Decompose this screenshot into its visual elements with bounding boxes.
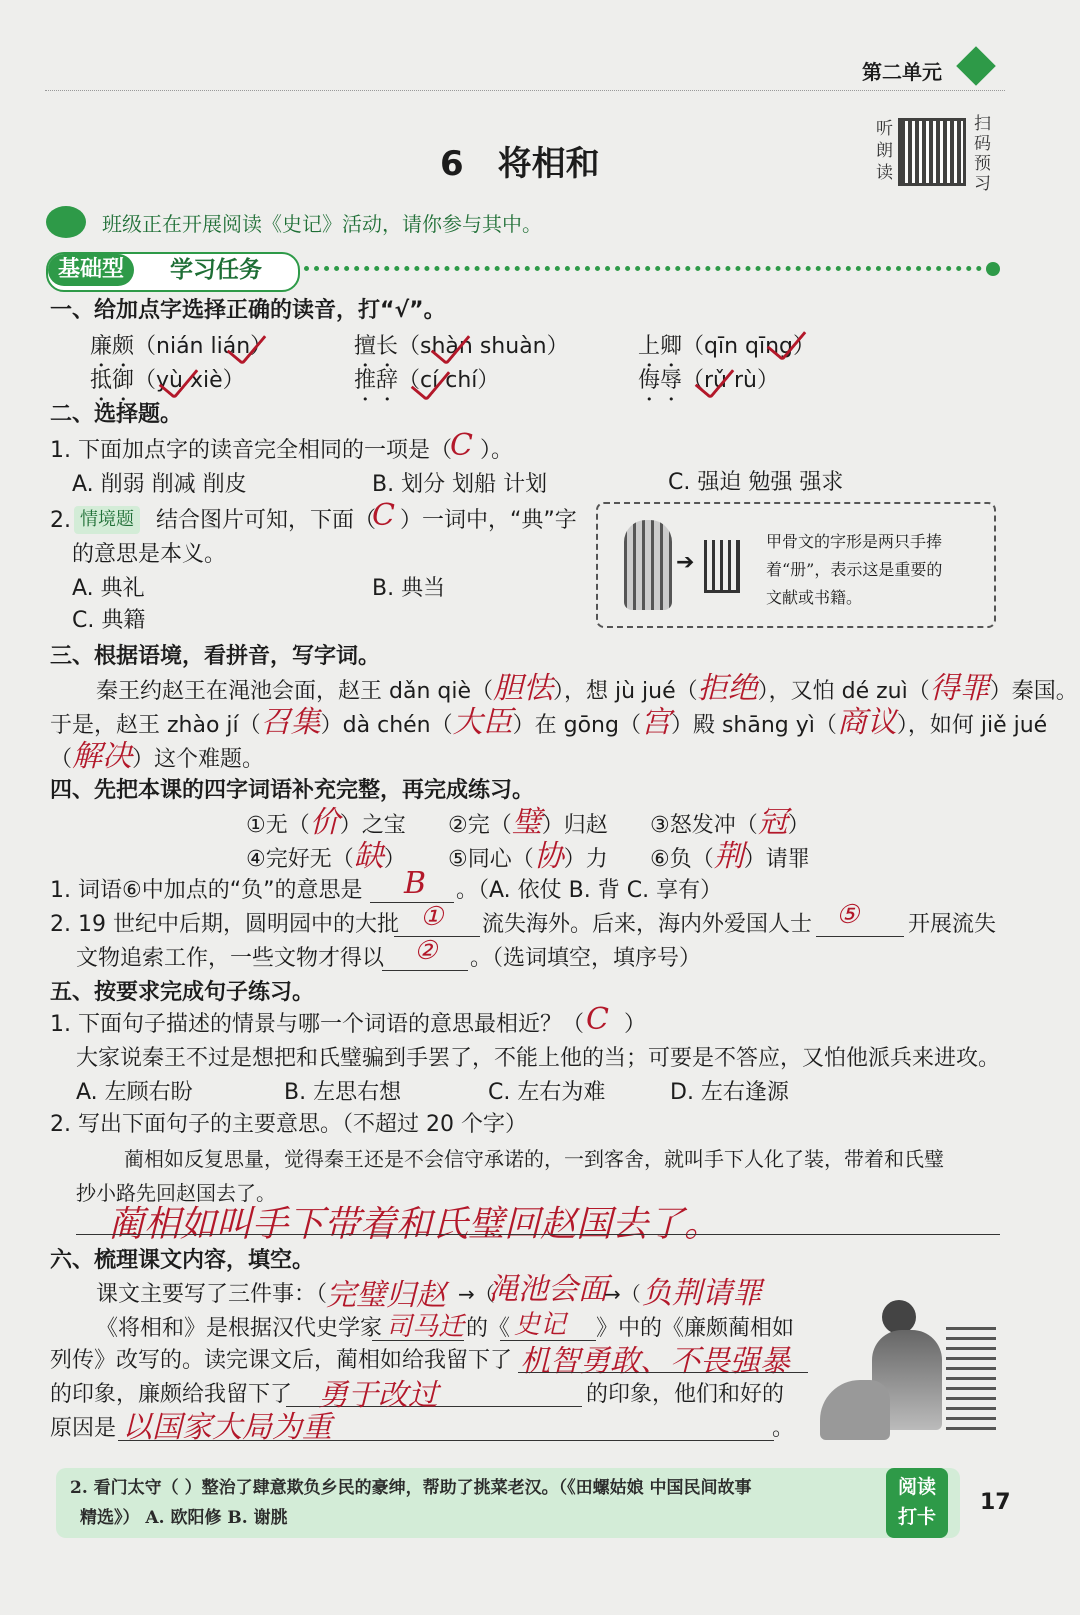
s4-idiom-5 (448, 839, 608, 875)
s4-q2-answer-3: ② (414, 936, 438, 966)
idiom-answer: 冠 (757, 805, 788, 840)
s4-q2-blank-3 (382, 970, 468, 971)
s1-options: （cí chí） (398, 368, 500, 393)
idiom-answer: 价 (309, 805, 340, 840)
page-number: 17 (980, 1490, 1011, 1515)
s6-event-2: 渑池会面 (488, 1272, 608, 1307)
s6-line-1: 课文主要写了三件事：（ (96, 1282, 328, 1307)
s6-line-5-a: 原因是 (50, 1416, 117, 1441)
s5-q1-option-c: C. 左右为难 (488, 1080, 606, 1105)
s6-line-4-b: 的印象，他们和好的 (586, 1382, 785, 1407)
s2-q2-number: 2. (50, 508, 71, 533)
unit-label: 第二单元 (862, 60, 942, 84)
header-rule (45, 90, 1005, 91)
s6-line-3-a: 列传》改写的。读完课文后，蔺相如给我留下了 (50, 1348, 513, 1373)
s3-text: （ (50, 747, 73, 772)
qr-left-label: 听朗读 (876, 119, 893, 183)
idiom-answer: 协 (533, 839, 564, 874)
s1-word: 上卿 (638, 334, 683, 359)
s6-answer-lian: 勇于改过 (318, 1378, 438, 1413)
s6-line-2-a: 《将相和》是根据汉代史学家 (96, 1316, 383, 1341)
s5-q1-option-b: B. 左思右想 (284, 1080, 402, 1105)
s5-q1-text-a: 1. 下面句子描述的情景与哪一个词语的意思最相近？（ (50, 1012, 584, 1037)
s2-q2-text-b: ）一词中，“典”字 (400, 508, 577, 533)
s6-line-4-a: 的印象，廉颇给我留下了 (50, 1382, 293, 1407)
lesson-title-text: 将相和 (497, 144, 600, 184)
s3-text: ），想 jù jué（ (553, 679, 698, 704)
idiom-text: ） (383, 847, 406, 872)
s6-blank-lin (518, 1372, 808, 1373)
s6-line-5-b: 。 (772, 1416, 795, 1441)
lesson-number: 6 (440, 144, 464, 184)
s3-answer: 解决 (72, 739, 133, 774)
task-dotted-rule (304, 266, 992, 271)
s5-q2-quote-2: 抄小路先回赵国去了。 (76, 1181, 276, 1205)
unit-diamond-icon (956, 46, 996, 86)
s6-answer-book: 史记 (514, 1310, 567, 1340)
s3-text: 于是，赵王 zhào jí（ (50, 713, 261, 738)
s4-q2-answer-2: ⑤ (836, 900, 860, 930)
s2-q2-text-a: 结合图片可知，下面（ (156, 508, 377, 533)
reading-checkin-badge[interactable] (886, 1468, 948, 1538)
s1-options: （yù xiè） (134, 368, 245, 393)
s2-q1-text-b: ）。 (480, 438, 514, 463)
s3-text: ）这个难题。 (132, 747, 265, 772)
idiom-text: ⑥负（ (650, 847, 714, 872)
s1-word: 廉颇 (90, 334, 135, 359)
s2-q2-answer: C (372, 498, 395, 533)
badge-line-2: 打卡 (897, 1506, 936, 1528)
qr-right-label: 扫码预习 (974, 114, 991, 194)
s3-text: ），如何 jiě jué (896, 713, 1048, 738)
idiom-text: ）请罪 (743, 847, 810, 872)
s6-line-2-c: 》中的《廉颇蔺相如 (596, 1316, 795, 1341)
s6-line-2-b: 的《 (466, 1316, 511, 1341)
s4-idiom-2 (448, 805, 608, 841)
s5-q1-quote: 大家说秦王不过是想把和氏璧骗到手罢了，不能上他的当；可要是不答应，又怕他派兵来进攻。 (76, 1046, 1001, 1071)
idiom-text: ） (787, 813, 810, 838)
s4-q2-answer-1: ① (420, 902, 444, 932)
s3-text: ）秦国。 (989, 679, 1078, 704)
s2-title: 二、选择题。 (50, 402, 183, 427)
s5-q1-option-d: D. 左右逢源 (670, 1080, 789, 1105)
s2-q1-option-c: C. 强迫 勉强 强求 (668, 470, 844, 495)
s3-line-3 (50, 739, 265, 775)
s1-title: 一、给加点字选择正确的读音，打“√”。 (50, 298, 446, 323)
s5-q2-answer: 蔺相如叫手下带着和氏璧回赵国去了。 (108, 1204, 721, 1245)
s4-q2-blank-2 (816, 936, 904, 937)
figure-caption-3: 文献或书籍。 (766, 588, 863, 607)
s3-text: 秦王约赵王在渑池会面，赵王 dǎn qiè（ (96, 679, 493, 704)
s3-answer: 拒绝 (697, 671, 758, 706)
s2-q1-text-a: 1. 下面加点字的读音完全相同的一项是（ (50, 438, 452, 463)
s3-answer: 胆怯 (493, 671, 553, 706)
s4-q1-answer: B (404, 866, 427, 901)
s1-options: （rǔ rù） (682, 368, 779, 393)
oracle-bone-glyph-icon (704, 540, 740, 593)
arrow-right-icon: →（ (604, 1282, 641, 1306)
arrow-right-icon: →（ (458, 1282, 495, 1306)
s3-answer: 得罪 (929, 671, 990, 706)
s4-q2-text-b: 流失海外。后来，海内外爱国人士 (482, 912, 813, 937)
s5-q1-answer: C (586, 1002, 609, 1037)
s2-q2-option-a: A. 典礼 (72, 576, 145, 601)
s3-text: ）在 gōng（ (512, 713, 641, 738)
s4-q1-text: 1. 词语⑥中加点的“负”的意思是 (50, 878, 363, 903)
badge-line-1: 阅读 (897, 1476, 936, 1498)
s6-event-1: 完璧归赵 (326, 1278, 446, 1313)
s3-line-1 (96, 671, 1078, 707)
s1-options: （qīn qīng） (682, 334, 816, 359)
s1-word: 侮辱 (638, 368, 683, 393)
s2-q1-option-b: B. 划分 划船 计划 (372, 472, 548, 497)
intro-text: 班级正在开展阅读《史记》活动，请你参与其中。 (102, 212, 542, 236)
s4-q2-text-d: 文物追索工作，一些文物才得以 (76, 946, 385, 971)
s1-word: 推辞 (354, 368, 399, 393)
s3-answer: 大臣 (452, 705, 513, 740)
s3-text: ）dà chén（ (320, 713, 453, 738)
idiom-answer: 荆 (713, 839, 744, 874)
s4-idiom-3 (650, 805, 810, 841)
s6-answer-lin: 机智勇敢、不畏强暴 (520, 1344, 790, 1379)
kneeling-figures-illustration (816, 1300, 1000, 1448)
figure-caption-2: 着“册”，表示这是重要的 (766, 560, 943, 579)
s4-q2-text-e: 。（选词填空，填序号） (470, 946, 702, 971)
s2-q2-option-c: C. 典籍 (72, 608, 146, 633)
footer-line-1: 2. 看门太守（ ）整治了肆意欺负乡民的豪绅，帮助了挑菜老汉。（《田螺姑娘 中国民间故事 (70, 1478, 752, 1498)
s3-title: 三、根据语境，看拼音，写字词。 (50, 644, 381, 669)
idiom-text: ）之宝 (339, 813, 406, 838)
s1-options: （nián lián） (134, 334, 273, 359)
s3-answer: 召集 (260, 705, 321, 740)
s1-word: 抵御 (90, 368, 135, 393)
s5-q2-quote-1: 蔺相如反复思量，觉得秦王还是不会信守承诺的，一到客舍，就叫手下人化了装，带着和氏璧 (124, 1147, 944, 1171)
s4-idiom-6 (650, 839, 810, 875)
task-badge: 基础型 (48, 254, 134, 286)
idiom-text: ⑤同心（ (448, 847, 534, 872)
s3-text: ），又怕 dé zuì（ (757, 679, 930, 704)
s4-q1-options: 。（A. 依仗 B. 背 C. 享有） (456, 878, 723, 903)
s3-answer: 宫 (640, 705, 671, 740)
s4-idiom-1 (246, 805, 406, 841)
s6-answer-reason: 以国家大局为重 (122, 1410, 332, 1445)
idiom-text: ④完好无（ (246, 847, 354, 872)
idiom-text: ）归赵 (541, 813, 608, 838)
s4-q2-text-c: 开展流失 (908, 912, 997, 937)
s3-text: ）殿 shāng yì（ (670, 713, 837, 738)
s6-answer-historian: 司马迁 (386, 1312, 465, 1342)
idiom-answer: 璧 (511, 805, 542, 840)
s5-q2-text: 2. 写出下面句子的主要意思。（不超过 20 个字） (50, 1112, 527, 1137)
intro-icon (46, 206, 86, 238)
s3-line-2 (50, 705, 1048, 741)
figure-caption-1: 甲骨文的字形是两只手捧 (766, 532, 943, 551)
idiom-text: ）力 (563, 847, 608, 872)
s1-options: （shàn shuàn） (398, 334, 569, 359)
bamboo-scroll-icon (624, 520, 672, 610)
lesson-title (440, 136, 600, 185)
s4-idiom-4 (246, 839, 406, 875)
idiom-text: ③怒发冲（ (650, 813, 758, 838)
s5-q1-text-b: ） (624, 1012, 647, 1037)
idiom-answer: 缺 (353, 839, 384, 874)
idiom-text: ①无（ (246, 813, 310, 838)
s1-word: 擅长 (354, 334, 399, 359)
footer-line-2: 精选》） A. 欧阳修 B. 谢朓 (80, 1508, 288, 1528)
qr-code-icon[interactable] (898, 118, 966, 186)
arrow-right-icon: ➔ (676, 550, 695, 575)
s4-title: 四、先把本课的四字词语补充完整，再完成练习。 (50, 778, 535, 803)
s2-q2-option-b: B. 典当 (372, 576, 446, 601)
s4-q2-text-a: 2. 19 世纪中后期，圆明园中的大批 (50, 912, 399, 937)
s2-q2-text-c: 的意思是本义。 (72, 542, 227, 567)
task-rule-end-dot (986, 262, 1000, 276)
s5-title: 五、按要求完成句子练习。 (50, 980, 315, 1005)
s6-title: 六、梳理课文内容，填空。 (50, 1248, 315, 1273)
s2-q1-option-a: A. 削弱 削减 削皮 (72, 472, 247, 497)
idiom-text: ②完（ (448, 813, 512, 838)
s2-q2-tag: 情境题 (74, 506, 140, 534)
s5-q1-option-a: A. 左顾右盼 (76, 1080, 193, 1105)
s6-event-3: 负荆请罪 (642, 1276, 762, 1311)
task-title: 学习任务 (170, 257, 262, 283)
s3-answer: 商议 (836, 705, 897, 740)
s2-q1-answer: C (450, 428, 473, 463)
s5-q2-answer-line (76, 1234, 1000, 1235)
